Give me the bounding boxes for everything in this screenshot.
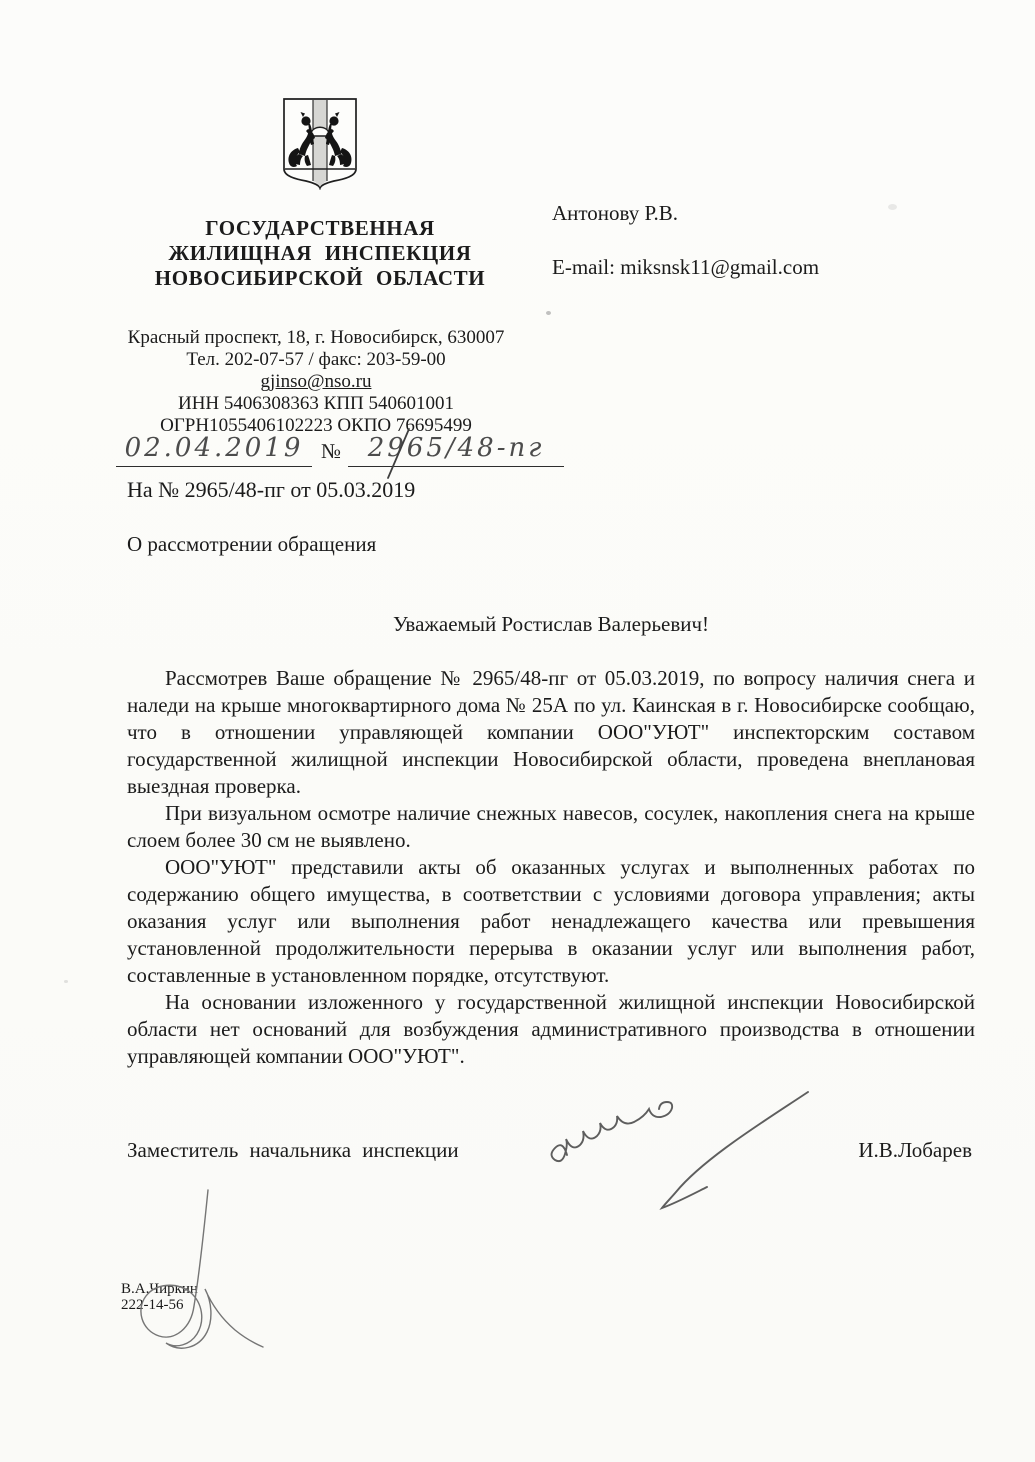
addressee-email: E-mail: miksnsk11@gmail.com xyxy=(552,255,820,279)
signature-row xyxy=(127,1138,972,1163)
org-ogrn-okpo: ОГРН1055406102223 ОКПО 76695499 xyxy=(160,415,472,436)
org-inn-kpp: ИНН 5406308363 КПП 540601001 xyxy=(177,393,455,414)
org-contact-block xyxy=(112,327,520,437)
scan-speck xyxy=(546,311,551,315)
outgoing-date-handwritten: 02.04.2019 xyxy=(124,433,304,463)
signer-position: Заместитель начальника инспекции xyxy=(127,1138,459,1162)
body-paragraph: При визуальном осмотре наличие снежных навесов, сосулек, накопления снега на крыше слоем более 30 см не выявлено. xyxy=(127,801,975,852)
executor-phone: 222-14-56 xyxy=(121,1297,184,1313)
signer-name: И.В.Лобарев xyxy=(858,1138,972,1162)
scan-speck xyxy=(64,980,68,983)
org-address: Красный проспект, 18, г. Новосибирск, 630007 xyxy=(127,327,505,348)
letter-body xyxy=(127,665,975,1070)
outgoing-date-field xyxy=(116,433,312,467)
registration-line xyxy=(116,433,564,467)
addressee-name: Антонову Р.В. xyxy=(552,201,679,225)
novosibirsk-oblast-coat-of-arms-icon xyxy=(281,96,359,190)
outgoing-number-handwritten: 2965/48-пг xyxy=(367,433,545,463)
number-sign: № xyxy=(321,439,342,463)
org-phone-fax: Тел. 202-07-57 / факс: 203-59-00 xyxy=(186,349,446,370)
org-name-line: ЖИЛИЩНАЯ ИНСПЕКЦИЯ xyxy=(168,241,472,265)
org-name-line: НОВОСИБИРСКОЙ ОБЛАСТИ xyxy=(154,266,486,290)
org-email: gjinso@nso.ru xyxy=(260,371,372,392)
subject-line: О рассмотрении обращения xyxy=(127,532,377,556)
salutation: Уважаемый Ростислав Валерьевич! xyxy=(392,612,710,636)
executor-name: В.А.Чиркин xyxy=(121,1281,198,1297)
body-paragraph: Рассмотрев Ваше обращение № 2965/48-пг от 05.03.2019, по вопросу наличия снега и наледи на крыше многоквартирного дома № 25А по ул. Каинская в г. Новосибирске сообщаю, что в отношении управляющей компании ООО"УЮТ" инспекторским составом государственной жилищной инспекции Новосибирской области, проведена внеплановая выездная проверка. xyxy=(127,666,975,798)
body-paragraph: На основании изложенного у государственной жилищной инспекции Новосибирской области нет оснований для возбуждения административного производства в отношении управляющей компании ООО"УЮТ". xyxy=(127,990,975,1068)
in-reply-to-line: На № 2965/48-пг от 05.03.2019 xyxy=(127,477,416,502)
org-name-line: ГОСУДАРСТВЕННАЯ xyxy=(205,216,435,240)
scan-speck xyxy=(888,204,897,210)
addressee-block xyxy=(552,201,819,279)
executor-pen-flourish xyxy=(141,1190,263,1348)
executor-block xyxy=(121,1281,198,1313)
outgoing-number-field xyxy=(348,433,564,467)
org-name-block xyxy=(110,216,530,291)
body-paragraph: ООО"УЮТ" представили акты об оказанных услугах и выполненных работах по содержанию общего имущества, в соответствии с условиями договора управления; акты оказания услуг или выполнения работ ненадлежащего качества или превышения установленной продолжительности перерыва в оказании услуг или выполнения работ, составленные в установленном порядке, отсутствуют. xyxy=(127,855,975,987)
